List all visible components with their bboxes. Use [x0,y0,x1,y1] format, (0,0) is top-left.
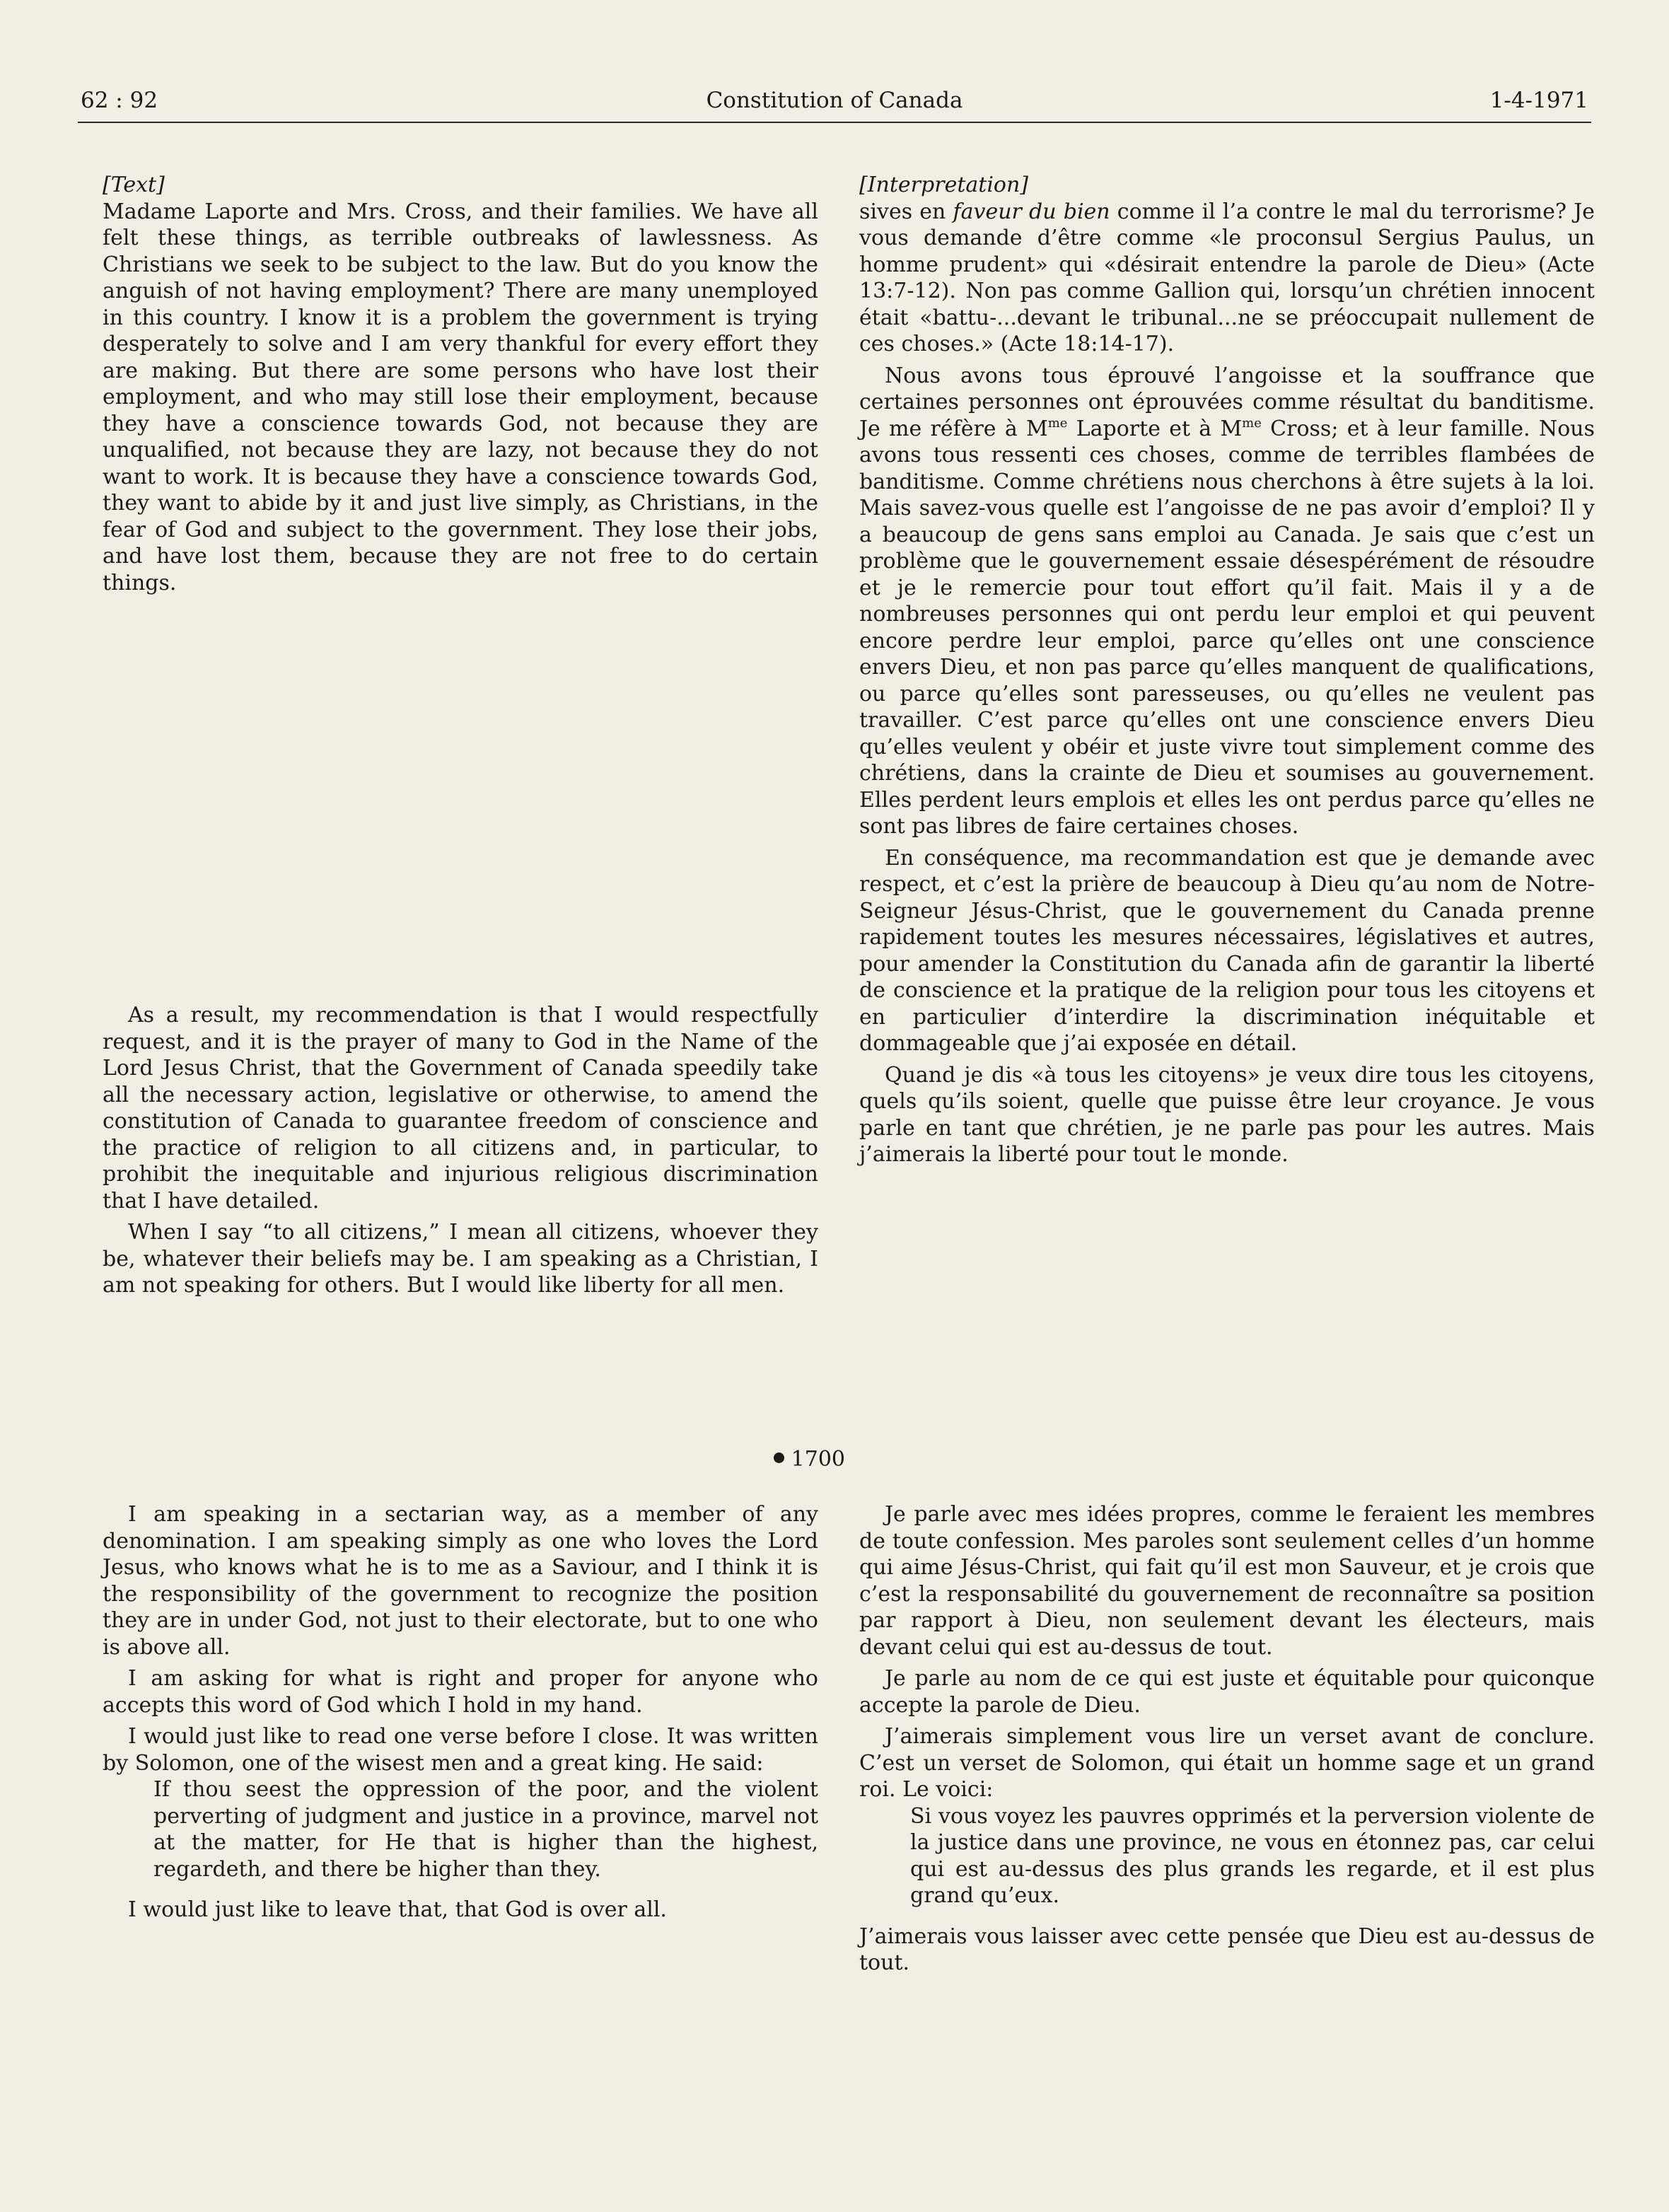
english-column-middle [103,1002,818,1299]
french-paragraph: Quand je dis «à tous les citoyens» je veux dire tous les citoyens, quels qu’ils soient, quelle que puisse être leur croyance. Je vous parle en tant que chrétien, je ne parle pas pour les autres. Mais j’aimerais la liberté pour tout le monde. [859,1062,1595,1167]
english-column-top [103,172,818,596]
english-paragraph: Madame Laporte and Mrs. Cross, and their families. We have all felt these things, as terrible outbreaks of lawlessness. As Christians we seek to be subject to the law. But do you know the anguish of not having employment? There are many unemployed in this country. I know it is a problem the government is trying desperately to solve and I am very thankful for every effort they are making. But there are some persons who have lost their employment, and who may still lose their employment, because they have a conscience towards God, not because they are unqualified, not because they are lazy, not because they do not want to work. It is because they have a conscience towards God, they want to abide by it and just live simply, as Christians, in the fear of God and subject to the government. They lose their jobs, and have lost them, because they are not free to do certain things. [103,199,818,595]
english-paragraph: I would just like to read one verse before I close. It was written by Solomon, one of the wisest men and a great king. He said: [103,1724,818,1776]
french-column-label: [Interpretation] [859,173,1029,197]
english-paragraph: I am speaking in a sectarian way, as a member of any denomination. I am speaking simply as one who loves the Lord Jesus, who knows what he is to me as a Saviour, and I think it is the responsibility of the government to recognize the position they are in under God, not just to their electorate, but to one who is above all. [103,1502,818,1660]
french-paragraph: J’aimerais vous laisser avec cette pensée que Dieu est au-dessus de tout. [859,1923,1595,1975]
french-paragraph: Je parle au nom de ce qui est juste et équitable pour quiconque accepte la parole de Dieu. [859,1666,1595,1718]
french-paragraph: J’aimerais simplement vous lire un verset avant de conclure. C’est un verset de Solomon, qui était un homme sage et un grand roi. Le voici: [859,1724,1595,1802]
time-stamp-value: 1700 [791,1447,845,1472]
english-paragraph: I am asking for what is right and proper for anyone who accepts this word of God which I hold in my hand. [103,1666,818,1718]
scripture-quote: Si vous voyez les pauvres opprimés et la perversion violente de la justice dans une province, ne vous en étonnez pas, car celui qui est au-dessus des plus grands les regarde, et il est plus grand qu’eux. [910,1803,1595,1908]
scripture-quote: If thou seest the oppression of the poor, and the violent perverting of judgment and justice in a province, marvel not at the matter, for He that is higher than the highest, regardeth, and there be higher than they. [153,1777,818,1882]
time-stamp [774,1446,845,1473]
french-paragraph: En conséquence, ma recommandation est que je demande avec respect, et c’est la prière de beaucoup à Dieu qu’au nom de Notre-Seigneur Jésus-Christ, que le gouvernement du Canada prenne rapidement toutes les mesures nécessaires, législatives et autres, pour amender la Constitution du Canada afin de garantir la liberté de conscience et la pratique de la religion pour tous les citoyens et en particulier d’interdire la discrimination inéquitable et dommageable que j’ai exposée en détail. [859,845,1595,1056]
sitting-date: 1-4-1971 [1489,88,1588,113]
french-paragraph: sives en faveur du bien comme il l’a contre le mal du terrorisme? Je vous demande d’être comme «le proconsul Sergius Paulus, un homme prudent» qui «désirait entendre la parole de Dieu» (Acte 13:7-12). Non pas comme Gallion qui, lorsqu’un chrétien innocent était «battu-...devant le tribunal...ne se préoccupait nullement de ces choses.» (Acte 18:14-17). [859,199,1595,356]
french-paragraph: Je parle avec mes idées propres, comme le feraient les membres de toute confession. Mes paroles sont seulement celles d’un homme qui aime Jésus-Christ, qui fait qu’il est mon Sauveur, et je crois que c’est la responsabilité du gouvernement de reconnaître sa position par rapport à Dieu, non seulement devant les électeurs, mais devant celui qui est au-dessus de tout. [859,1502,1595,1660]
english-paragraph: As a result, my recommendation is that I would respectfully request, and it is the prayer of many to God in the Name of the Lord Jesus Christ, that the Government of Canada speedily take all the necessary action, legislative or otherwise, to amend the constitution of Canada to guarantee freedom of conscience and the practice of religion to all citizens and, in particular, to prohibit the inequitable and injurious religious discrimination that I have detailed. [103,1003,818,1213]
french-column-bottom [859,1501,1595,1977]
page-number: 62 : 92 [81,88,158,113]
english-paragraph: I would just like to leave that, that God is over all. [128,1897,667,1922]
header-rule [78,122,1591,123]
english-paragraph: When I say “to all citizens,” I mean all citizens, whoever they be, whatever their beliefs may be. I am speaking as a Christian, I am not speaking for others. But I would like liberty for all men. [103,1220,818,1298]
french-column-top [859,172,1595,1168]
english-column-bottom [103,1501,818,1923]
bullet-dot-icon [774,1453,784,1463]
running-title: Constitution of Canada [706,88,963,113]
french-paragraph: Nous avons tous éprouvé l’angoisse et la souffrance que certaines personnes ont éprouvées comme résultat du banditisme. Je me réfère à $M^{me}$ Laporte et à $M^{me}$ Cross; et à leur famille. Nous avons tous ressenti ces choses, comme de terribles flambées de banditisme. Comme chrétiens nous cherchons à être sujets à la loi. Mais savez-vous quelle est l’angoisse de ne pas avoir d’emploi? Il y a beaucoup de gens sans emploi au Canada. Je sais que c’est un problème que le gouvernement essaie désespérément de résoudre et je le remercie pour tout effort qu’il fait. Mais il y a de nombreuses personnes qui ont perdu leur emploi et qui peuvent encore perdre leur emploi, parce qu’elles ont une conscience envers Dieu, et non pas parce qu’elles manquent de qualifications, ou parce qu’elles sont paresseuses, ou qu’elles ne veulent pas travailler. C’est parce qu’elles ont une conscience envers Dieu qu’elles veulent y obéir et juste vivre tout simplement comme des chrétiens, dans la crainte de Dieu et soumises au gouvernement. Elles perdent leurs emplois et elles les ont perdus parce qu’elles ne sont pas libres de faire certaines choses. [859,363,1595,839]
english-column-label: [Text] [103,173,165,197]
